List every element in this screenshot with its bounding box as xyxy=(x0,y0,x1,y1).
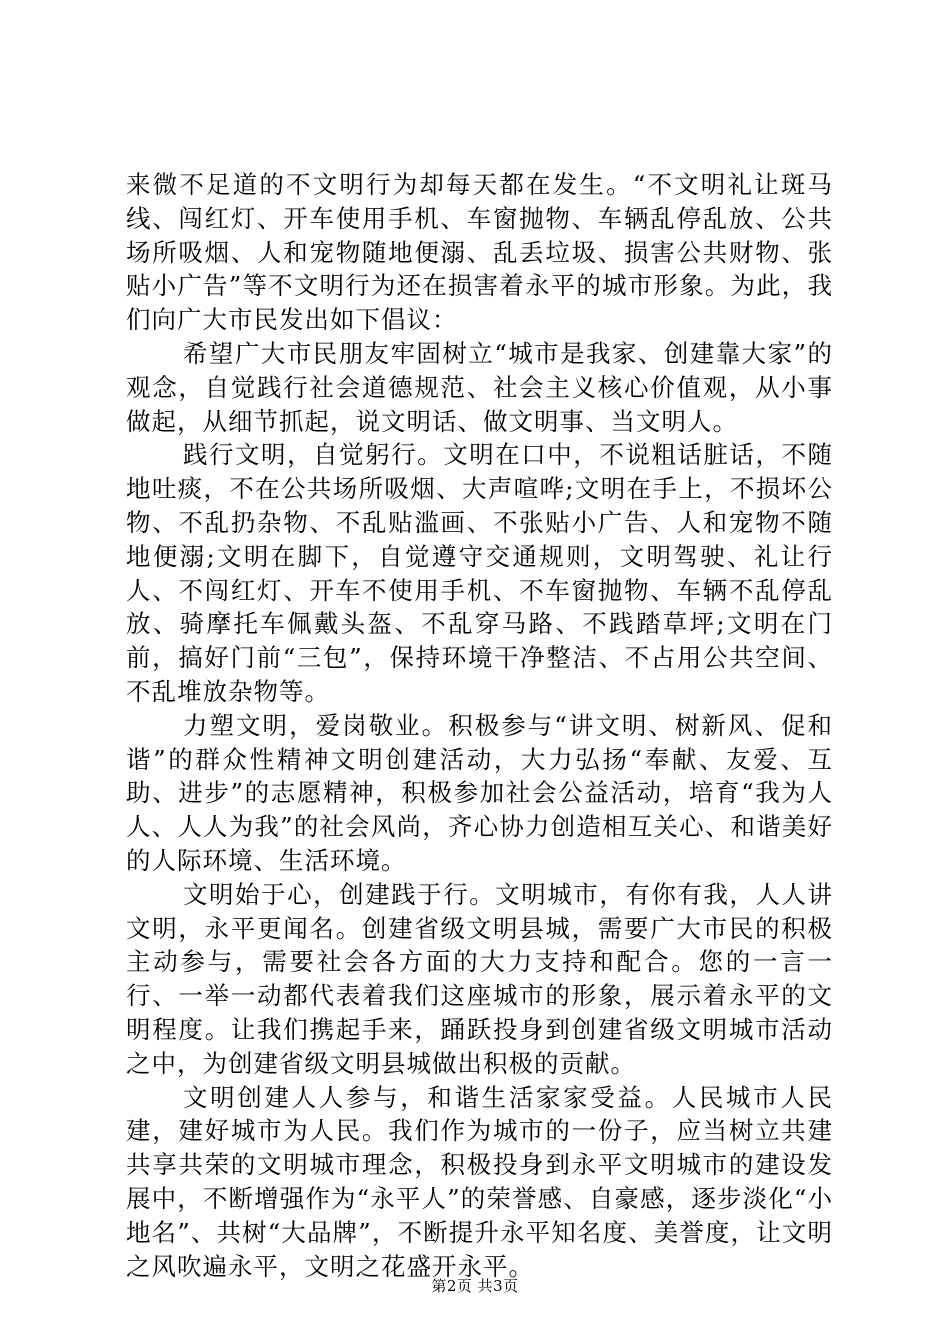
paragraph-practice: 践行文明，自觉躬行。文明在口中，不说粗话脏话，不随地吐痰，不在公共场所吸烟、大声喧哗;文明在手上，不损坏公物、不乱扔杂物、不乱贴滥画、不张贴小广告、人和宠物不随地便溺;文明在脚下，自觉遵守交通规则，文明驾驶、礼让行人、不闯红灯、开车不使用手机、不车窗抛物、车辆不乱停乱放、骑摩托车佩戴头盔、不乱穿马路、不践踏草坪;文明在门前，搞好门前“三包”，保持环境干净整洁、不占用公共空间、不乱堆放杂物等。 xyxy=(126,440,833,706)
paragraph-appeal: 希望广大市民朋友牢固树立“城市是我家、创建靠大家”的观念，自觉践行社会道德规范、社会主义核心价值观，从小事做起，从细节抓起，说文明话、做文明事、当文明人。 xyxy=(126,338,833,436)
page-number-footer: 第2页 共3页 xyxy=(431,1277,519,1295)
paragraph-participation: 文明创建人人参与，和谐生活家家受益。人民城市人民建，建好城市为人民。我们作为城市的一份子，应当树立共建共享共荣的文明城市理念，积极投身到永平文明城市的建设发展中，不断增强作为“永平人”的荣誉感、自豪感，逐步淡化“小地名”、共树“大品牌”，不断提升永平知名度、美誉度，让文明之风吹遍永平，文明之花盛开永平。 xyxy=(126,1082,833,1281)
paragraph-dedication: 力塑文明，爱岗敬业。积极参与“讲文明、树新风、促和谐”的群众性精神文明创建活动，大力弘扬“奉献、友爱、互助、进步”的志愿精神，积极参加社会公益活动，培育“我为人人、人人为我”的社会风尚，齐心协力创造相互关心、和谐美好的人际环境、生活环境。 xyxy=(126,710,833,875)
paragraph-continuation: 来微不足道的不文明行为却每天都在发生。“不文明礼让斑马线、闯红灯、开车使用手机、车窗抛物、车辆乱停乱放、公共场所吸烟、人和宠物随地便溺、乱丢垃圾、损害公共财物、张贴小广告”等不文明行为还在损害着永平的城市形象。为此，我们向广大市民发出如下倡议： xyxy=(126,170,833,335)
document-body xyxy=(126,168,833,1283)
paragraph-action: 文明始于心，创建践于行。文明城市，有你有我，人人讲文明，永平更闻名。创建省级文明县城，需要广大市民的积极主动参与，需要社会各方面的大力支持和配合。您的一言一行、一举一动都代表着我们这座城市的形象，展示着永平的文明程度。让我们携起手来，踊跃投身到创建省级文明城市活动之中，为创建省级文明县城做出积极的贡献。 xyxy=(126,879,833,1078)
